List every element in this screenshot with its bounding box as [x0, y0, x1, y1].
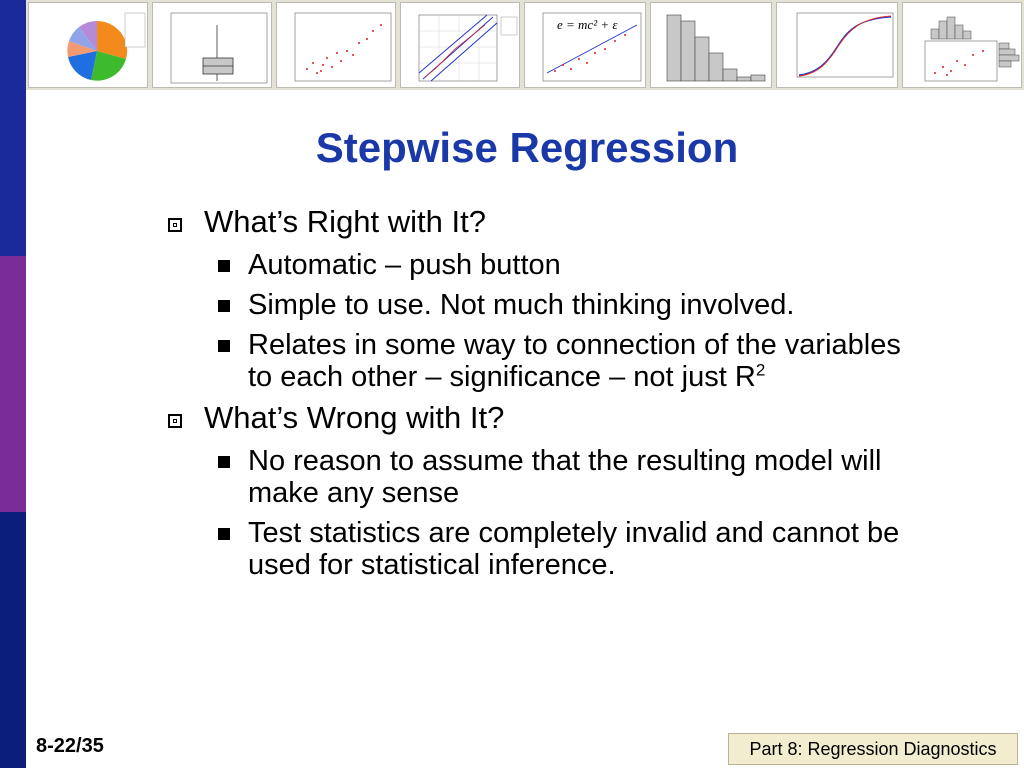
- list-item-text: Relates in some way to connection of the variables to each other – significance – not just R: [248, 329, 901, 393]
- hollow-square-bullet-icon: [168, 414, 182, 428]
- thumbnail-marginal-plot: [902, 2, 1022, 88]
- list-item: [204, 289, 920, 321]
- slide-body: [160, 205, 920, 589]
- section-heading-wrong: [160, 401, 920, 435]
- thumbnail-probability-plot: [400, 2, 520, 88]
- left-color-bar: [0, 0, 26, 768]
- left-bar-top-segment: [0, 0, 26, 256]
- cdf-graphic: [777, 3, 898, 88]
- filled-square-bullet-icon: [218, 340, 230, 352]
- list-item: [204, 445, 920, 509]
- boxplot-graphic: [153, 3, 272, 88]
- footer-label: Part 8: Regression Diagnostics: [728, 733, 1018, 765]
- histogram-graphic: [651, 3, 772, 88]
- scatter-fit-graphic: [525, 3, 646, 88]
- filled-square-bullet-icon: [218, 300, 230, 312]
- pie-chart-graphic: [29, 3, 148, 88]
- list-item-text: Simple to use. Not much thinking involved.: [248, 289, 795, 321]
- list-item-text: Test statistics are completely invalid and cannot be used for statistical inference.: [248, 517, 900, 581]
- filled-square-bullet-icon: [218, 528, 230, 540]
- section-heading-text: What’s Wrong with It?: [204, 400, 505, 435]
- scatterplot-graphic: [277, 3, 396, 88]
- thumbnail-cdf: [776, 2, 898, 88]
- left-bar-middle-segment: [0, 256, 26, 512]
- thumbnail-scatter-with-fit: [524, 2, 646, 88]
- hollow-square-bullet-icon: [168, 218, 182, 232]
- thumbnail-scatterplot: [276, 2, 396, 88]
- list-item-text: No reason to assume that the resulting model will make any sense: [248, 445, 882, 509]
- filled-square-bullet-icon: [218, 456, 230, 468]
- thumbnail-pie-chart: [28, 2, 148, 88]
- probability-plot-graphic: [401, 3, 520, 88]
- filled-square-bullet-icon: [218, 260, 230, 272]
- slide-title: Stepwise Regression: [315, 124, 739, 171]
- superscript: 2: [755, 360, 766, 380]
- list-item: [204, 329, 920, 393]
- thumbnail-strip: [26, 0, 1024, 90]
- list-item: [204, 517, 920, 581]
- list-item: [204, 249, 920, 281]
- thumbnail-histogram: [650, 2, 772, 88]
- section-heading-text: What’s Right with It?: [204, 204, 486, 239]
- section-heading-right: [160, 205, 920, 239]
- thumbnail-formula: e = mc² + ε: [557, 17, 618, 32]
- thumbnail-boxplot: [152, 2, 272, 88]
- marginal-plot-graphic: [903, 3, 1022, 88]
- list-item-text: Automatic – push button: [248, 249, 561, 281]
- left-bar-bottom-segment: [0, 512, 26, 768]
- page-number: 8-22/35: [36, 735, 104, 757]
